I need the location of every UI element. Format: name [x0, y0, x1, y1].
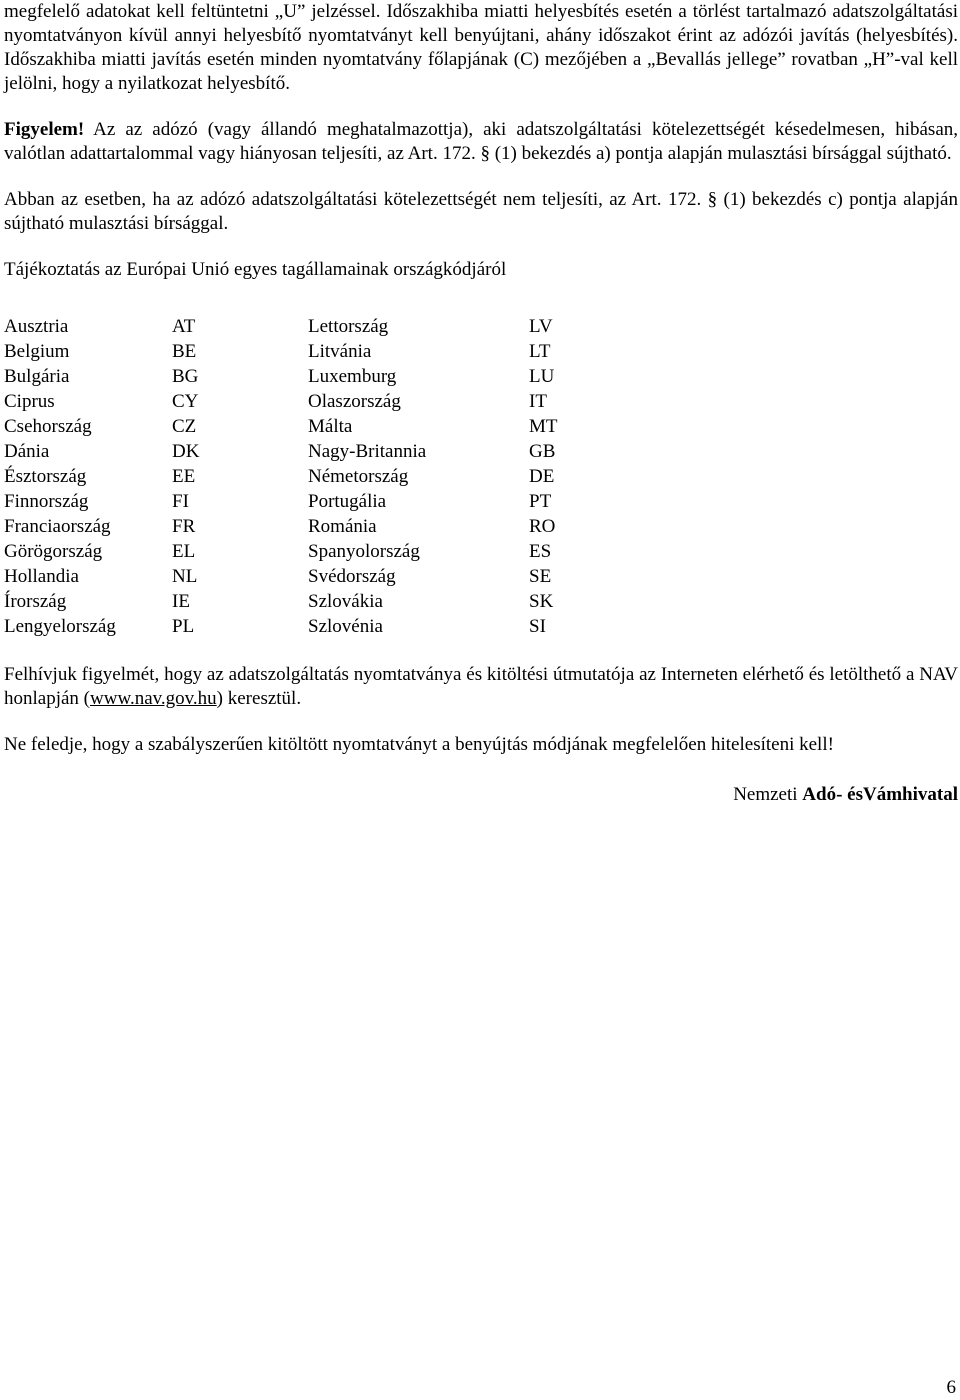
table-row — [4, 464, 609, 489]
country-name: Olaszország — [308, 391, 401, 412]
country-name: Nagy-Britannia — [308, 441, 427, 462]
country-name: Csehország — [4, 416, 92, 437]
nav-website-link[interactable]: www.nav.gov.hu — [90, 688, 217, 709]
country-name: Görögország — [4, 541, 103, 562]
country-code: SI — [529, 616, 546, 637]
country-code: EE — [172, 466, 196, 487]
country-name: Bulgária — [4, 366, 70, 387]
country-code: PL — [172, 616, 195, 637]
country-name: Franciaország — [4, 516, 111, 537]
country-code: SK — [529, 591, 554, 612]
country-name: Finnország — [4, 491, 89, 512]
document-page — [4, 0, 958, 807]
country-code: CZ — [172, 416, 197, 437]
table-row — [4, 364, 609, 389]
country-code: BE — [172, 341, 197, 362]
country-code: MT — [529, 416, 558, 437]
internet-notice-text: Felhívjuk figyelmét, hogy az adatszolgáltatás nyomtatványa és kitöltési útmutatója az Interneten elérhető és letölthető a NAV honlapján ( — [4, 664, 958, 709]
paragraph-correction-rules: megfelelő adatokat kell feltüntetni „U” jelzéssel. Időszakhiba miatti helyesbítés esetén a törlést tartalmazó adatszolgáltatási nyomtatványon kívül annyi helyesbítő nyomtatványt kell benyújtani, ahány időszakot érint az adózói javítás (helyesbítés). Időszakhiba miatti javítás esetén minden nyomtatvány főlapjának (C) mezőjében a „Bevallás jellege” rovatban „H”-val kell jelölni, hogy a nyilatkozat helyesbítő. — [4, 1, 958, 94]
warning-label: Figyelem! — [4, 119, 85, 140]
table-row — [4, 589, 609, 614]
country-code: GB — [529, 441, 556, 462]
country-name: Írország — [4, 591, 67, 612]
table-row — [4, 614, 609, 639]
country-code: RO — [529, 516, 556, 537]
country-code: NL — [172, 566, 198, 587]
page-number: 6 — [946, 1377, 956, 1398]
country-code: SE — [529, 566, 552, 587]
country-name: Szlovákia — [308, 591, 383, 612]
country-code: FR — [172, 516, 196, 537]
paragraph-warning — [4, 118, 958, 166]
table-row — [4, 564, 609, 589]
paragraph-authentication-reminder: Ne feledje, hogy a szabályszerűen kitöltött nyomtatványt a benyújtás módjának megfelelően hitelesíteni kell! — [4, 734, 834, 755]
table-row — [4, 539, 609, 564]
country-code: FI — [172, 491, 189, 512]
country-name: Litvánia — [308, 341, 372, 362]
country-code: ES — [529, 541, 552, 562]
country-name: Málta — [308, 416, 353, 437]
country-name: Románia — [308, 516, 377, 537]
country-name: Svédország — [308, 566, 396, 587]
country-code: EL — [172, 541, 196, 562]
country-name: Luxemburg — [308, 366, 397, 387]
signature — [4, 783, 958, 807]
country-name: Portugália — [308, 491, 387, 512]
table-row — [4, 514, 609, 539]
country-code: IE — [172, 591, 190, 612]
country-name: Spanyolország — [308, 541, 420, 562]
warning-text: Az az adózó (vagy állandó meghatalmazottja), aki adatszolgáltatási kötelezettségét késedelmesen, hibásan, valótlan adattartalommal vagy hiányosan teljesíti, az Art. 172. § (1) bekezdés a) pontja alapján mulasztási bírsággal sújtható. — [4, 119, 958, 164]
table-row — [4, 439, 609, 464]
country-code: LT — [529, 341, 551, 362]
country-code: CY — [172, 391, 199, 412]
internet-notice-end: ) keresztül. — [216, 688, 302, 709]
country-name: Hollandia — [4, 566, 79, 587]
country-code: PT — [529, 491, 552, 512]
country-codes-heading: Tájékoztatás az Európai Unió egyes tagállamainak országkódjáról — [4, 259, 507, 280]
paragraph-internet-notice — [4, 663, 958, 711]
country-codes-table — [4, 314, 609, 639]
country-code: DE — [529, 466, 555, 487]
signature-prefix: Nemzeti — [733, 784, 803, 805]
country-code: DK — [172, 441, 200, 462]
table-row — [4, 389, 609, 414]
signature-agency: Adó- ésVámhivatal — [802, 784, 958, 805]
country-name: Lettország — [308, 316, 389, 337]
table-row — [4, 339, 609, 364]
paragraph-penalty: Abban az esetben, ha az adózó adatszolgáltatási kötelezettségét nem teljesíti, az Art. 172. § (1) bekezdés c) pontja alapján sújtható mulasztási bírsággal. — [4, 189, 958, 234]
country-name: Szlovénia — [308, 616, 383, 637]
country-name: Belgium — [4, 341, 70, 362]
country-code: BG — [172, 366, 199, 387]
country-code: LU — [529, 366, 555, 387]
country-code: LV — [529, 316, 553, 337]
country-name: Dánia — [4, 441, 50, 462]
table-row — [4, 314, 609, 339]
table-row — [4, 414, 609, 439]
country-name: Németország — [308, 466, 409, 487]
country-name: Észtország — [4, 466, 87, 487]
country-name: Ausztria — [4, 316, 69, 337]
country-code: IT — [529, 391, 547, 412]
country-codes-table-body — [4, 314, 609, 639]
country-name: Lengyelország — [4, 616, 116, 637]
table-row — [4, 489, 609, 514]
country-code: AT — [172, 316, 196, 337]
country-name: Ciprus — [4, 391, 55, 412]
